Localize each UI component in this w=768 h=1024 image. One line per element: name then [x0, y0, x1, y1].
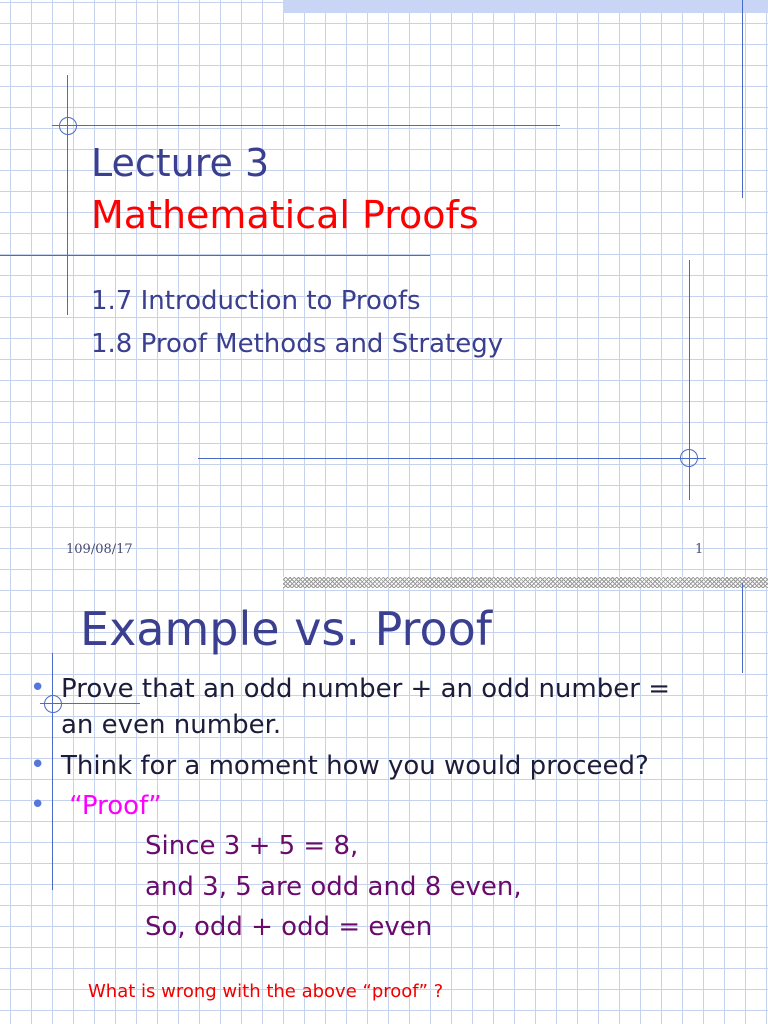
bullet-marker: •: [30, 673, 46, 703]
slide-2: [0, 573, 768, 1024]
decor-vline-left: [52, 653, 53, 890]
proof-line-2: and 3, 5 are odd and 8 even,: [145, 872, 522, 902]
decor-crosshair-bottom-right: [680, 449, 698, 467]
top-band: [283, 0, 768, 13]
proof-line-3: So, odd + odd = even: [145, 912, 433, 942]
page-number: 1: [695, 542, 704, 557]
bullet-1-line-2: an even number.: [61, 710, 282, 740]
subtitle-1: 1.7 Introduction to Proofs: [91, 286, 421, 316]
decor-vline-right: [742, 583, 743, 673]
subtitle-2: 1.8 Proof Methods and Strategy: [91, 329, 504, 359]
decor-vline-right-top: [742, 0, 743, 198]
decor-vline-left: [67, 75, 68, 315]
bullet-1-line-1: Prove that an odd number + an odd number =: [61, 674, 670, 704]
question-text: What is wrong with the above “proof” ?: [88, 981, 444, 1002]
slide-title: Mathematical Proofs: [91, 193, 479, 237]
bullet-2-line-1: Think for a moment how you would proceed?: [61, 751, 649, 781]
slide-heading: Example vs. Proof: [80, 602, 492, 656]
proof-line-1: Since 3 + 5 = 8,: [145, 831, 359, 861]
proof-label: “Proof”: [61, 791, 162, 821]
decor-hline-bottom: [198, 458, 706, 459]
decor-hline-top: [52, 125, 560, 126]
decor-crosshair: [44, 695, 62, 713]
decor-hline-mid: [0, 255, 430, 256]
decor-crosshair-top-left: [59, 117, 77, 135]
lecture-label: Lecture 3: [91, 141, 270, 185]
bullet-marker: •: [30, 750, 46, 780]
bullet-marker: •: [30, 790, 46, 820]
top-band-checkered: [283, 577, 768, 588]
footer-date: 109/08/17: [66, 542, 133, 557]
